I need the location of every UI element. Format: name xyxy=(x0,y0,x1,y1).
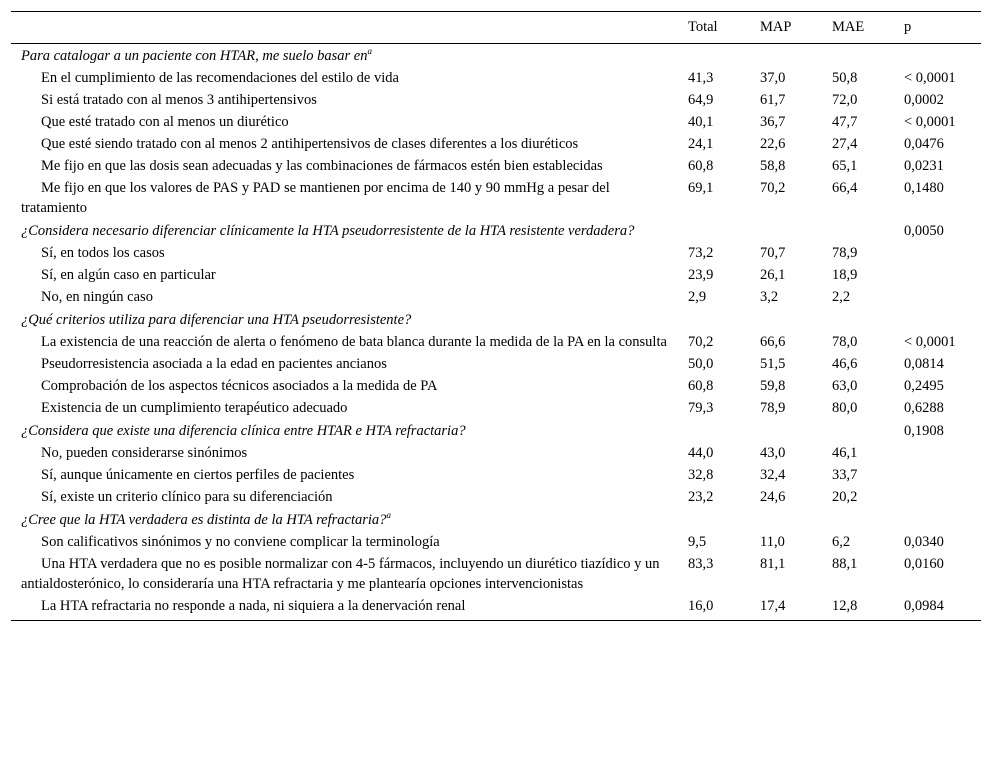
table-row xyxy=(11,133,981,155)
cell-map: 24,6 xyxy=(760,489,786,505)
cell-map: 81,1 xyxy=(760,556,786,572)
row-label xyxy=(11,595,678,621)
header-label xyxy=(11,12,678,44)
section-question xyxy=(11,44,678,68)
label-text: ¿Considera necesario diferenciar clínicamente la HTA pseudorresistente de la HTA resistente verdadera? xyxy=(21,223,635,239)
section-row xyxy=(11,508,981,531)
section-row xyxy=(11,219,981,242)
cell-total: 23,9 xyxy=(688,267,714,283)
label-text: Si está tratado con al menos 3 antihipertensivos xyxy=(41,92,317,108)
cell-p: 0,0476 xyxy=(904,136,944,152)
cell-p: 0,0340 xyxy=(904,534,944,550)
label-text: Sí, en algún caso en particular xyxy=(41,267,216,283)
label-text: La existencia de una reacción de alerta o fenómeno de bata blanca durante la medida de la PA en la consulta xyxy=(41,334,667,350)
label-text: ¿Considera que existe una diferencia clínica entre HTAR e HTA refractaria? xyxy=(21,423,466,439)
cell-p xyxy=(894,264,981,286)
cell-mae: 47,7 xyxy=(832,114,858,130)
cell-mae: 66,4 xyxy=(832,180,858,196)
cell-mae: 88,1 xyxy=(832,556,858,572)
section-row xyxy=(11,308,981,331)
table-row xyxy=(11,242,981,264)
cell-mae xyxy=(822,219,894,242)
cell-map xyxy=(750,419,822,442)
label-text: Pseudorresistencia asociada a la edad en pacientes ancianos xyxy=(41,356,387,372)
cell-p xyxy=(894,308,981,331)
header-map: MAP xyxy=(750,12,822,44)
label-text: Que esté siendo tratado con al menos 2 antihipertensivos de clases diferentes a los diuréticos xyxy=(41,136,579,152)
cell-map: 11,0 xyxy=(760,534,785,550)
cell-p xyxy=(894,508,981,531)
cell-total xyxy=(678,308,750,331)
cell-p: < 0,0001 xyxy=(904,114,956,130)
cell-mae: 46,1 xyxy=(832,445,858,461)
cell-p xyxy=(894,242,981,264)
label-text: No, pueden considerarse sinónimos xyxy=(41,445,248,461)
cell-total: 23,2 xyxy=(688,489,714,505)
label-text: Sí, en todos los casos xyxy=(41,245,165,261)
label-text: Sí, aunque únicamente en ciertos perfiles de pacientes xyxy=(41,467,355,483)
cell-map xyxy=(750,508,822,531)
cell-p xyxy=(894,442,981,464)
label-text: Que esté tratado con al menos un diurético xyxy=(41,114,289,130)
table-row xyxy=(11,111,981,133)
cell-map: 58,8 xyxy=(760,158,786,174)
label-text: ¿Cree que la HTA verdadera es distinta de la HTA refractaria? xyxy=(21,512,387,528)
cell-total: 44,0 xyxy=(688,445,714,461)
cell-p xyxy=(894,486,981,508)
cell-mae: 72,0 xyxy=(832,92,858,108)
cell-mae: 20,2 xyxy=(832,489,858,505)
cell-map: 70,2 xyxy=(760,180,786,196)
cell-p: < 0,0001 xyxy=(904,334,956,350)
cell-map: 26,1 xyxy=(760,267,786,283)
row-label xyxy=(11,442,678,464)
header-row xyxy=(11,12,981,44)
cell-p xyxy=(894,286,981,308)
cell-p: < 0,0001 xyxy=(904,70,956,86)
header-p: p xyxy=(894,12,981,44)
cell-map: 17,4 xyxy=(750,595,822,621)
row-label xyxy=(11,177,678,219)
cell-total: 40,1 xyxy=(688,114,714,130)
table-row xyxy=(11,442,981,464)
label-text: Me fijo en que las dosis sean adecuadas y las combinaciones de fármacos estén bien establecidas xyxy=(41,158,603,174)
cell-p: 0,0160 xyxy=(904,556,944,572)
cell-total: 2,9 xyxy=(688,289,707,305)
header-mae: MAE xyxy=(822,12,894,44)
cell-mae: 78,9 xyxy=(832,245,858,261)
cell-total xyxy=(678,419,750,442)
label-text: ¿Qué criterios utiliza para diferenciar una HTA pseudorresistente? xyxy=(21,312,412,328)
label-text: Comprobación de los aspectos técnicos asociados a la medida de PA xyxy=(41,378,438,394)
label-text: Sí, existe un criterio clínico para su diferenciación xyxy=(41,489,333,505)
cell-total: 69,1 xyxy=(688,180,714,196)
section-question xyxy=(11,508,678,531)
cell-mae: 18,9 xyxy=(832,267,858,283)
label-text: No, en ningún caso xyxy=(41,289,153,305)
cell-total: 79,3 xyxy=(688,400,714,416)
row-label xyxy=(11,133,678,155)
table-row xyxy=(11,177,981,219)
row-label xyxy=(11,331,678,353)
row-label xyxy=(11,553,678,595)
cell-mae xyxy=(822,508,894,531)
cell-map: 51,5 xyxy=(760,356,786,372)
cell-mae: 46,6 xyxy=(832,356,858,372)
cell-total: 24,1 xyxy=(688,136,714,152)
label-text: En el cumplimiento de las recomendaciones del estilo de vida xyxy=(41,70,399,86)
section-question xyxy=(11,308,678,331)
cell-mae: 2,2 xyxy=(832,289,851,305)
row-label xyxy=(11,531,678,553)
row-label xyxy=(11,464,678,486)
row-label xyxy=(11,286,678,308)
row-label xyxy=(11,242,678,264)
footnote-marker: a xyxy=(367,46,372,56)
cell-map: 70,7 xyxy=(760,245,786,261)
table-row xyxy=(11,375,981,397)
cell-p: 0,0814 xyxy=(904,356,944,372)
cell-total xyxy=(678,508,750,531)
cell-mae: 63,0 xyxy=(832,378,858,394)
cell-total: 83,3 xyxy=(688,556,714,572)
cell-total xyxy=(678,44,750,68)
row-label xyxy=(11,264,678,286)
cell-mae xyxy=(822,308,894,331)
table-row xyxy=(11,89,981,111)
row-label xyxy=(11,67,678,89)
table-row xyxy=(11,264,981,286)
label-text: Existencia de un cumplimiento terapéutico adecuado xyxy=(41,400,348,416)
cell-mae: 27,4 xyxy=(832,136,858,152)
cell-total: 64,9 xyxy=(688,92,714,108)
cell-mae xyxy=(822,419,894,442)
cell-total: 70,2 xyxy=(688,334,714,350)
row-label xyxy=(11,397,678,419)
cell-total: 16,0 xyxy=(678,595,750,621)
cell-p: 0,0231 xyxy=(904,158,944,174)
cell-total: 32,8 xyxy=(688,467,714,483)
section-row xyxy=(11,44,981,68)
cell-mae: 80,0 xyxy=(832,400,858,416)
cell-p: 0,0002 xyxy=(904,92,944,108)
cell-p xyxy=(894,44,981,68)
cell-total: 50,0 xyxy=(688,356,714,372)
cell-map xyxy=(750,308,822,331)
cell-p: 0,1908 xyxy=(904,423,944,439)
cell-p: 0,2495 xyxy=(904,378,944,394)
cell-mae: 6,2 xyxy=(832,534,851,550)
table-row xyxy=(11,397,981,419)
section-row xyxy=(11,419,981,442)
row-label xyxy=(11,89,678,111)
cell-map: 22,6 xyxy=(760,136,786,152)
cell-mae: 50,8 xyxy=(832,70,858,86)
table-header xyxy=(11,12,981,44)
header-total: Total xyxy=(678,12,750,44)
table-row xyxy=(11,553,981,595)
cell-map xyxy=(750,44,822,68)
cell-map: 32,4 xyxy=(760,467,786,483)
cell-mae: 12,8 xyxy=(822,595,894,621)
cell-map: 37,0 xyxy=(760,70,786,86)
cell-map: 43,0 xyxy=(760,445,786,461)
cell-p: 0,0984 xyxy=(894,595,981,621)
row-label xyxy=(11,375,678,397)
cell-map: 78,9 xyxy=(760,400,786,416)
cell-p: 0,6288 xyxy=(904,400,944,416)
cell-total: 73,2 xyxy=(688,245,714,261)
cell-mae: 78,0 xyxy=(832,334,858,350)
table-row xyxy=(11,155,981,177)
table-row xyxy=(11,486,981,508)
cell-total: 9,5 xyxy=(688,534,707,550)
table-row xyxy=(11,331,981,353)
cell-total: 60,8 xyxy=(688,378,714,394)
row-label xyxy=(11,353,678,375)
cell-total: 41,3 xyxy=(688,70,714,86)
label-text: Son calificativos sinónimos y no conviene complicar la terminología xyxy=(41,534,440,550)
row-label xyxy=(11,111,678,133)
cell-p: 0,0050 xyxy=(904,223,944,239)
survey-results-table xyxy=(11,11,981,621)
cell-map xyxy=(750,219,822,242)
row-label xyxy=(11,155,678,177)
cell-p xyxy=(894,464,981,486)
table-body xyxy=(11,44,981,621)
cell-map: 59,8 xyxy=(760,378,786,394)
footnote-marker: a xyxy=(386,510,391,520)
table-row xyxy=(11,286,981,308)
cell-map: 3,2 xyxy=(760,289,779,305)
label-text: Para catalogar a un paciente con HTAR, me suelo basar en xyxy=(21,48,368,64)
cell-total xyxy=(678,219,750,242)
label-text: Una HTA verdadera que no es posible normalizar con 4-5 fármacos, incluyendo un diurético tiazídico y un antialdosterónico, lo consideraría una HTA refractaria y me plantearía opciones intervencionistas xyxy=(21,556,660,592)
cell-total: 60,8 xyxy=(688,158,714,174)
label-text: Me fijo en que los valores de PAS y PAD se mantienen por encima de 140 y 90 mmHg a pesar del tratamiento xyxy=(21,180,610,216)
cell-map: 61,7 xyxy=(760,92,786,108)
table-row xyxy=(11,595,981,621)
cell-p: 0,1480 xyxy=(904,180,944,196)
cell-mae: 65,1 xyxy=(832,158,858,174)
section-question xyxy=(11,219,678,242)
cell-map: 66,6 xyxy=(760,334,786,350)
section-question xyxy=(11,419,678,442)
cell-map: 36,7 xyxy=(760,114,786,130)
cell-mae: 33,7 xyxy=(832,467,858,483)
table-row xyxy=(11,67,981,89)
table-row xyxy=(11,353,981,375)
table-row xyxy=(11,464,981,486)
label-text: La HTA refractaria no responde a nada, ni siquiera a la denervación renal xyxy=(41,598,466,614)
table-row xyxy=(11,531,981,553)
row-label xyxy=(11,486,678,508)
cell-mae xyxy=(822,44,894,68)
